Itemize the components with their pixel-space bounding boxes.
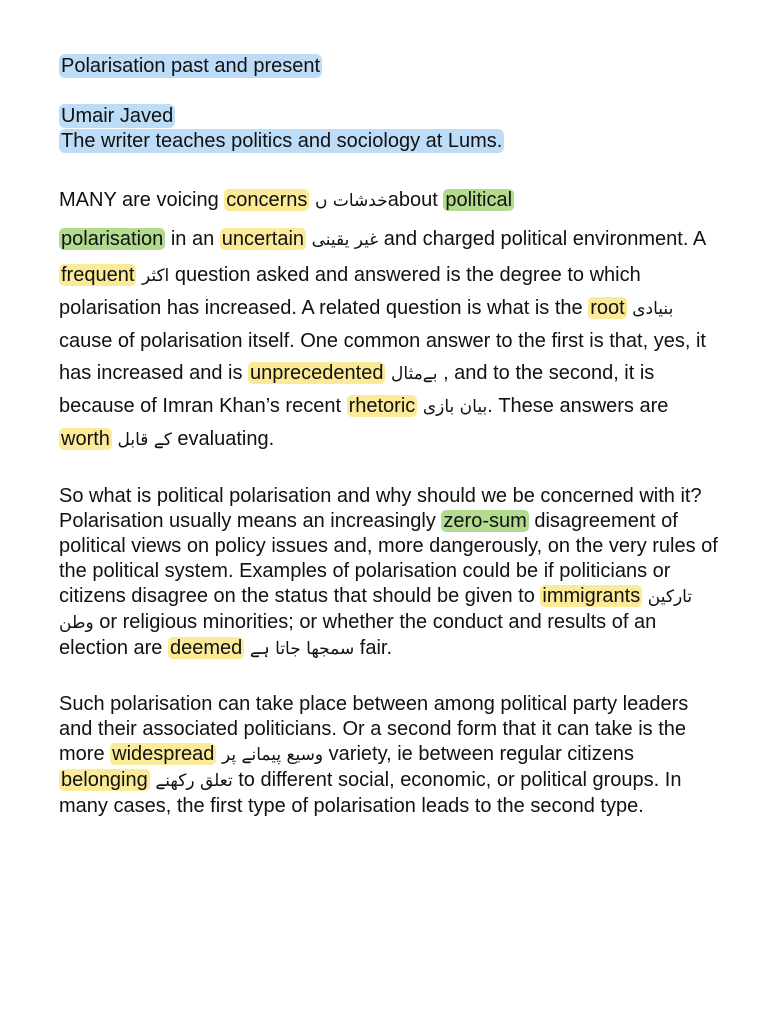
text-run: and charged political environment. A bbox=[378, 228, 706, 250]
urdu-gloss-unprecedented: بےمثال bbox=[391, 364, 438, 384]
vocab-highlight-worth: worth bbox=[61, 428, 110, 450]
vocab-highlight-deemed: deemed bbox=[169, 637, 243, 659]
vocab-highlight-frequent: frequent bbox=[61, 264, 135, 286]
article-title: Polarisation past and present bbox=[61, 55, 321, 77]
urdu-gloss-frequent: اکثر bbox=[141, 266, 170, 286]
paragraph-3 bbox=[59, 692, 719, 819]
vocab-highlight-political: political bbox=[445, 189, 513, 211]
text-run: cause of polarisation itself. One common answer to the first is that, yes, it has increased and is bbox=[59, 330, 706, 384]
vocab-highlight-unprecedented: unprecedented bbox=[250, 362, 384, 384]
urdu-gloss-root: بنیادی bbox=[632, 299, 674, 319]
urdu-gloss-concerns: خدشات ں bbox=[314, 191, 388, 211]
paragraph-1 bbox=[59, 181, 719, 456]
author-name: Umair Javed bbox=[61, 105, 174, 127]
urdu-gloss-widespread: وسیع پیمانے پر bbox=[221, 745, 324, 765]
text-run: Such polarisation can take place between among political party leaders and their associated politicians. Or a second form that it can take is the more bbox=[59, 693, 689, 765]
vocab-highlight-zero-sum: zero-sum bbox=[443, 510, 527, 532]
text-run: in an bbox=[165, 228, 220, 250]
urdu-gloss-rhetoric: بیان بازی bbox=[422, 397, 488, 417]
urdu-gloss-worth: کے قابل bbox=[117, 430, 172, 450]
vocab-highlight-root: root bbox=[590, 297, 625, 319]
text-run: variety, ie between regular citizens bbox=[323, 743, 634, 765]
vocab-highlight-belonging: belonging bbox=[61, 769, 148, 791]
text-run: fair. bbox=[354, 637, 392, 659]
text-run: So what is political polarisation and why should we be concerned with it? Polarisation usually means an increasingly bbox=[59, 485, 702, 532]
text-run: MANY are voicing bbox=[59, 189, 225, 211]
author-bio: The writer teaches politics and sociology at Lums. bbox=[61, 130, 503, 152]
paragraph-2 bbox=[59, 484, 719, 662]
text-run: disagreement of political views on policy issues and, more dangerously, on the very rules of the political system. Examples of polarisation could be if politicians or citizens disagree on the status that should be given to bbox=[59, 510, 718, 607]
vocab-highlight-uncertain: uncertain bbox=[221, 228, 305, 250]
text-run: , and to the second, it is because of Imran Khan’s recent bbox=[59, 362, 655, 417]
byline bbox=[59, 102, 719, 155]
urdu-gloss-immigrants: تارکین وطن bbox=[59, 587, 693, 633]
vocab-highlight-widespread: widespread bbox=[112, 743, 215, 765]
article-header bbox=[59, 52, 719, 80]
text-run: . These answers are bbox=[487, 395, 669, 417]
vocab-highlight-immigrants: immigrants bbox=[542, 585, 641, 607]
text-run: about bbox=[387, 189, 444, 211]
text-run: or religious minorities; or whether the conduct and results of an election are bbox=[59, 611, 657, 659]
urdu-gloss-uncertain: غیر یقینی bbox=[311, 230, 379, 250]
text-run: evaluating. bbox=[171, 428, 275, 450]
text-run: to different social, economic, or political groups. In many cases, the first type of polarisation leads to the second type. bbox=[59, 769, 682, 817]
vocab-highlight-polarisation: polarisation bbox=[61, 228, 164, 250]
vocab-highlight-rhetoric: rhetoric bbox=[348, 395, 416, 417]
urdu-gloss-deemed: سمجھا جاتا ہے bbox=[249, 639, 355, 659]
article bbox=[59, 52, 719, 819]
urdu-gloss-belonging: تعلق رکھنے bbox=[155, 771, 233, 791]
vocab-highlight-concerns: concerns bbox=[226, 189, 308, 211]
text-run: question asked and answered is the degree to which polarisation has increased. A related question is what is the bbox=[59, 264, 641, 319]
